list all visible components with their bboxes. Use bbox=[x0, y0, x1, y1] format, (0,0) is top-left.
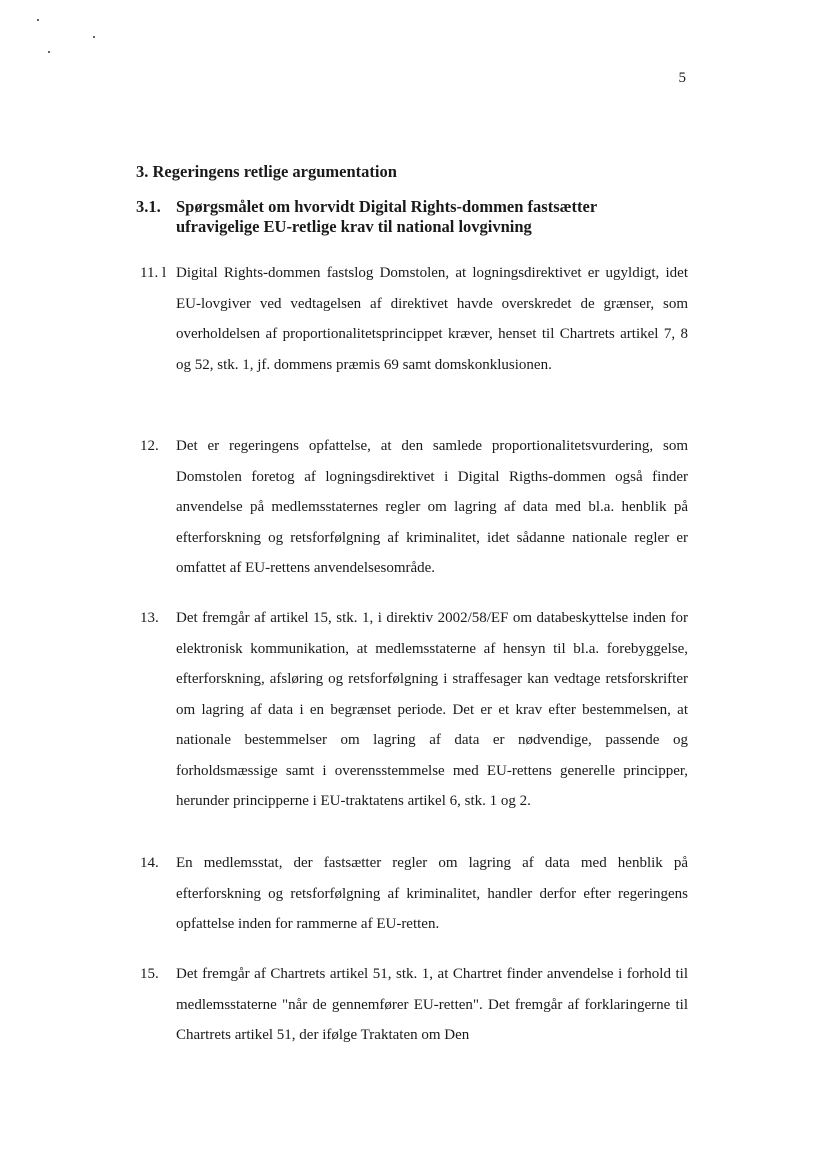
paragraph-number: 14. bbox=[140, 855, 159, 871]
paragraph-number: 13. bbox=[140, 610, 159, 626]
scan-speck bbox=[48, 51, 50, 53]
paragraph-text: En medlemsstat, der fastsætter regler om lagring af data med henblik på efterforskning og retsforfølgning af kriminalitet, handler derfor efter regeringens opfattelse inden for rammerne af EU-retten. bbox=[176, 855, 688, 932]
subsection-title: Spørgsmålet om hvorvidt Digital Rights-dommen fastsætter ufravigelige EU-retlige krav til national lovgivning bbox=[176, 197, 597, 236]
paragraph-text: Det fremgår af Chartrets artikel 51, stk. 1, at Chartret finder anvendelse i forhold til medlemsstaterne "når de gennemfører EU-retten". Det fremgår af forklaringerne til Chartrets artikel 51, der ifølge Traktaten om Den bbox=[176, 966, 688, 1043]
paragraph-number: 11. l bbox=[140, 265, 167, 281]
section-heading: 3. Regeringens retlige argumentation bbox=[136, 162, 397, 181]
paragraph-number: 12. bbox=[140, 438, 159, 454]
scan-speck bbox=[93, 36, 95, 38]
paragraph-text: Det fremgår af artikel 15, stk. 1, i direktiv 2002/58/EF om databeskyttelse inden for elektronisk kommunikation, at medlemsstaterne af hensyn til bl.a. forebyggelse, efterforskning, afsløring og retsforfølgning i straffesager kan vedtage retsforskrifter om lagring af data i en begrænset periode. Det er et krav efter bestemmelsen, at nationale bestemmelser om lagring af data er nødvendige, passende og forholdsmæssige samt i overensstemmelse med EU-rettens generelle principper, herunder principperne i EU-traktatens artikel 6, stk. 1 og 2. bbox=[176, 610, 688, 809]
paragraph-text: Det er regeringens opfattelse, at den samlede proportionalitetsvurdering, som Domstolen foretog af logningsdirektivet i Digital Rigths-dommen også finder anvendelse på medlemsstaternes regler om lagring af data med bl.a. henblik på efterforskning og retsforfølgning af kriminalitet, idet sådanne nationale regler er omfattet af EU-rettens anvendelsesområde. bbox=[176, 438, 688, 576]
subsection-number: 3.1. bbox=[136, 197, 161, 216]
paragraph-number: 15. bbox=[140, 966, 159, 982]
page-number: 5 bbox=[678, 70, 686, 86]
scan-speck bbox=[37, 19, 39, 21]
paragraph-text: Digital Rights-dommen fastslog Domstolen, at logningsdirektivet er ugyldigt, idet EU-lovgiver ved vedtagelsen af direktivet havde overskredet de grænser, som overholdelsen af proportionalitetsprincippet kræver, henset til Chartrets artikel 7, 8 og 52, stk. 1, jf. dommens præmis 69 samt domskonklusionen. bbox=[176, 265, 688, 373]
